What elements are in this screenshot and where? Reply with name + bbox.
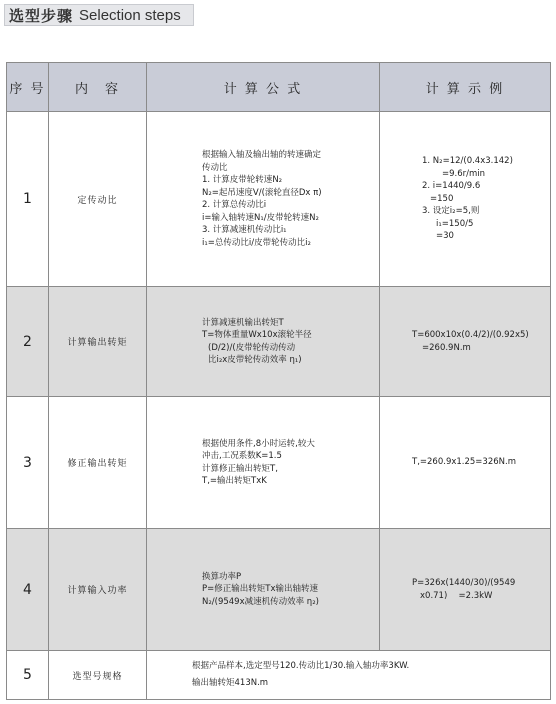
example-line: P=326x(1440/30)/(9549 (412, 578, 516, 588)
formula-line: 根据输入轴及输出轴的转速确定 (202, 150, 322, 160)
section-title (4, 4, 194, 26)
row-number: 2 (7, 287, 49, 397)
row-number: 3 (7, 397, 49, 529)
example-line: =9.6r/min (442, 168, 486, 179)
formula-line: 传动比 (202, 162, 228, 173)
row-example (380, 529, 551, 651)
formula-line: 比i₂x皮带轮传动效率 η₁) (208, 355, 302, 365)
row-formula (147, 397, 380, 529)
table-row (7, 287, 551, 397)
title-english: Selection steps (79, 6, 181, 24)
example-line: T,=260.9x1.25=326N.m (412, 457, 516, 468)
table-header-row (7, 63, 551, 112)
example-line: x0.71) =2.3kW (420, 590, 493, 601)
row-name: 计算输入功率 (49, 529, 147, 651)
row-name: 修正输出转矩 (49, 397, 147, 529)
example-line: T=600x10x(0.4/2)/(0.92x5) (412, 330, 529, 340)
row-number: 5 (7, 651, 49, 700)
formula-line: N₂/(9549x减速机传动效率 η₂) (202, 596, 319, 607)
formula-line: 2. 计算总传动比i (202, 200, 267, 210)
row-name: 定传动比 (49, 112, 147, 287)
table-row (7, 397, 551, 529)
row-example (380, 287, 551, 397)
example-line: 1. N₂=12/(0.4x3.142) (422, 156, 513, 167)
row-name: 选型号规格 (49, 651, 147, 700)
table-row (7, 651, 551, 700)
formula-line: 1. 计算皮带轮转速N₂ (202, 175, 283, 185)
example-line: i₁=150/5 (436, 218, 474, 229)
formula-line: i₁=总传动比i/皮带轮传动比i₂ (202, 237, 311, 248)
row-example (380, 112, 551, 287)
table-row (7, 112, 551, 287)
selection-steps-table (6, 62, 551, 700)
row-formula (147, 287, 380, 397)
example-line: =260.9N.m (422, 342, 471, 353)
row-number: 1 (7, 112, 49, 287)
header-example: 计 算 示 例 (380, 63, 551, 112)
row-formula (147, 112, 380, 287)
formula-line: T=物体重量Wx10x滚轮半径 (202, 330, 312, 340)
conclusion-line: 输出轴转矩413N.m (192, 678, 269, 688)
formula-line: 根据使用条件,8小时运转,较大 (202, 438, 315, 449)
row-name: 计算输出转矩 (49, 287, 147, 397)
formula-line: T,=输出转矩TxK (202, 476, 267, 486)
formula-line: 冲击,工况系数K=1.5 (202, 451, 282, 461)
example-line: 2. i=1440/9.6 (422, 181, 481, 192)
formula-line: P=修正输出转矩Tx输出轴转速 (202, 584, 318, 595)
row-example (380, 397, 551, 529)
header-seq: 序 号 (7, 63, 49, 112)
row-number: 4 (7, 529, 49, 651)
example-line: =30 (436, 231, 454, 242)
row-conclusion (147, 651, 551, 700)
formula-line: 计算减速机输出转矩T (202, 317, 284, 328)
example-line: =150 (430, 193, 454, 204)
formula-line: i=输入轴转速N₁/皮带轮转速N₂ (202, 212, 319, 223)
header-content: 内 容 (49, 63, 147, 112)
header-formula: 计 算 公 式 (147, 63, 380, 112)
formula-line: N₂=起吊速度V/(滚轮直径Dx π) (202, 187, 322, 198)
formula-line: 换算功率P (202, 571, 242, 582)
example-line: 3. 设定i₂=5,则 (422, 206, 480, 217)
formula-line: 计算修正输出转矩T, (202, 463, 278, 474)
formula-line: 3. 计算减速机传动比i₁ (202, 225, 287, 235)
table-row (7, 529, 551, 651)
formula-line: (D/2)/(皮带轮传动传动 (208, 342, 296, 353)
title-chinese: 选型步骤 (9, 6, 74, 25)
row-formula (147, 529, 380, 651)
conclusion-line: 根据产品样本,选定型号120.传动比1/30.输入轴功率3KW. (192, 661, 410, 671)
